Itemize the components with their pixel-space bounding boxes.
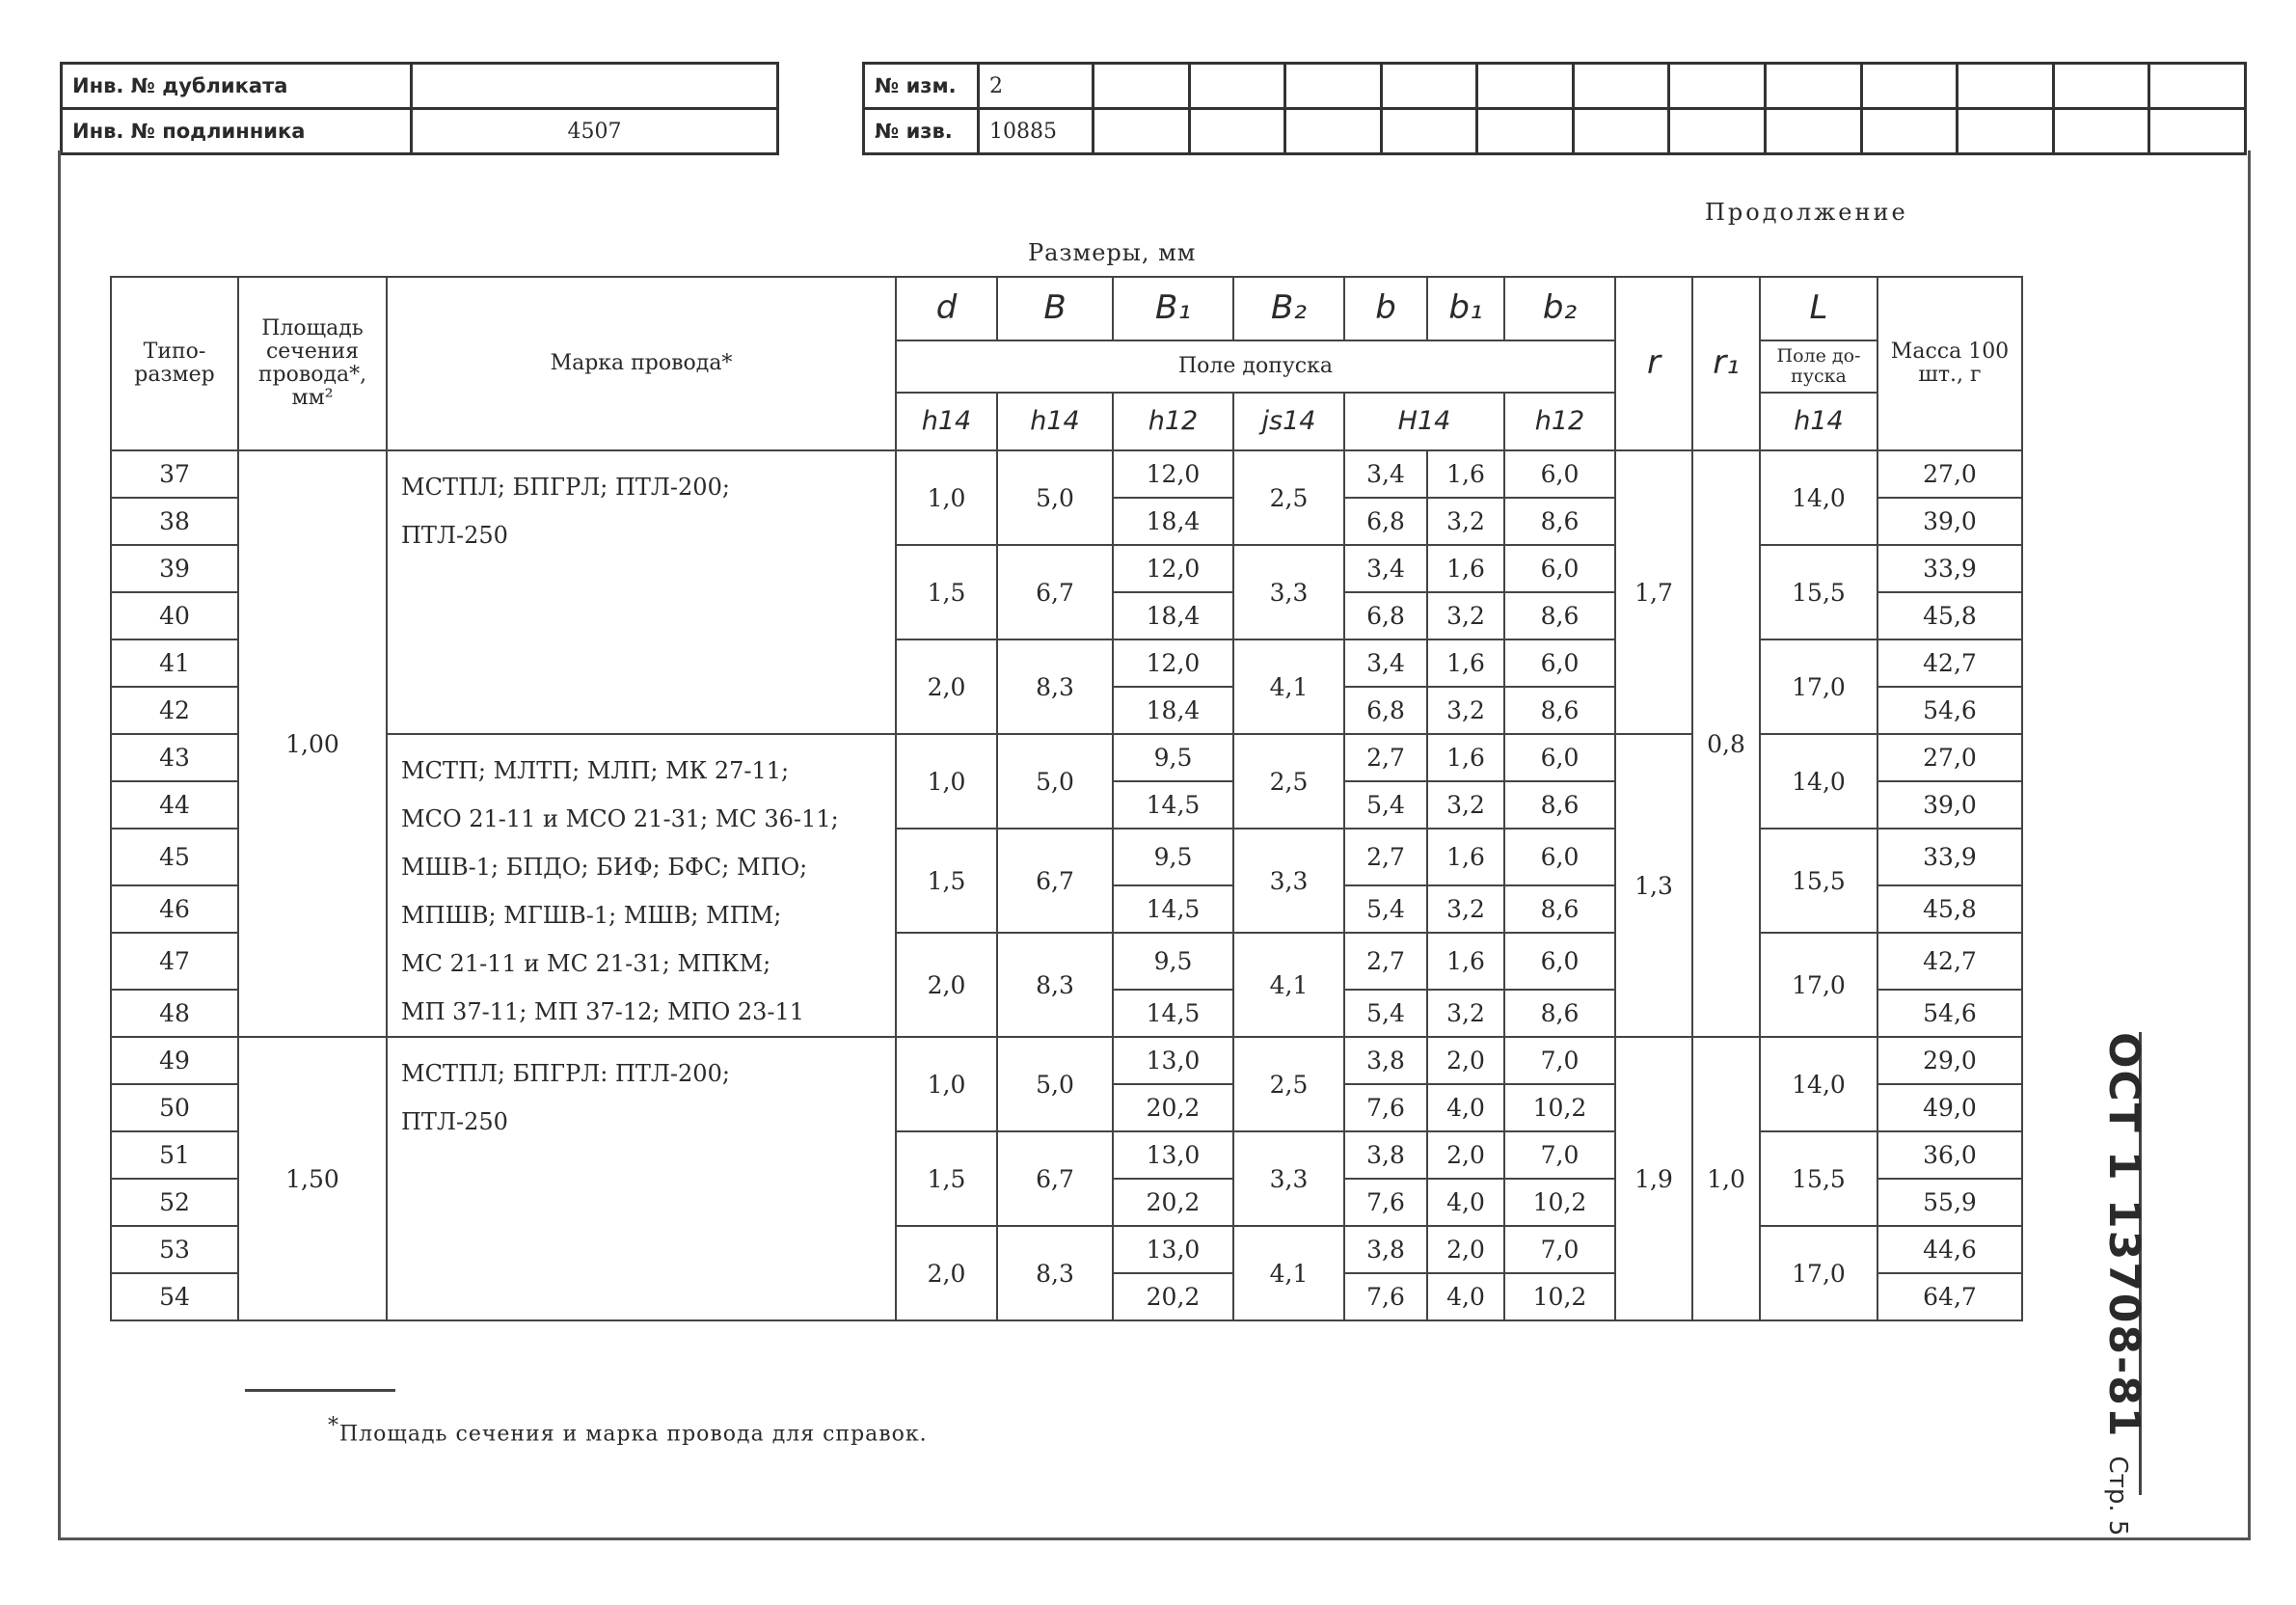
- L-cell: 17,0: [1760, 1226, 1877, 1320]
- size-type-cell: 39: [111, 545, 238, 592]
- B1-cell: 9,5: [1113, 734, 1233, 781]
- L-cell: 14,0: [1760, 734, 1877, 829]
- empty-cell: [1958, 64, 2054, 109]
- b2-cell: 8,6: [1504, 592, 1615, 639]
- b1-cell: 1,6: [1427, 734, 1504, 781]
- mass-cell: 42,7: [1877, 933, 2022, 990]
- b-cell: 2,7: [1344, 734, 1427, 781]
- empty-cell: [1094, 109, 1190, 154]
- brand-line: МСТПЛ; БПГРЛ: ПТЛ-200;: [401, 1060, 730, 1087]
- size-type-cell: 42: [111, 687, 238, 734]
- tol-b-b1: H14: [1344, 393, 1504, 450]
- empty-cell: [1573, 64, 1669, 109]
- r-header: r: [1615, 277, 1692, 450]
- B-cell: 6,7: [997, 1131, 1113, 1226]
- change-header: [862, 62, 2247, 155]
- b-cell: 3,8: [1344, 1131, 1427, 1179]
- tolerance-field-L-header: Поле до- пуска: [1760, 340, 1877, 393]
- mass-cell: 27,0: [1877, 450, 2022, 498]
- b2-cell: 10,2: [1504, 1179, 1615, 1226]
- notice-no-value: 10885: [979, 109, 1094, 154]
- b1-cell: 3,2: [1427, 592, 1504, 639]
- B1-cell: 13,0: [1113, 1037, 1233, 1084]
- B2-cell: 4,1: [1233, 1226, 1344, 1320]
- standard-code: ОСТ 1 13708-81: [2099, 1032, 2148, 1439]
- b-cell: 3,8: [1344, 1226, 1427, 1273]
- tol-B2: js14: [1233, 393, 1344, 450]
- b1-cell: 4,0: [1427, 1179, 1504, 1226]
- empty-cell: [1766, 64, 1862, 109]
- r-cell: 1,3: [1615, 734, 1692, 1037]
- brand-cell: [387, 450, 896, 734]
- mass-cell: 29,0: [1877, 1037, 2022, 1084]
- brand-line: МС 21-11 и МС 21-31; МПКМ;: [401, 950, 771, 977]
- b2-cell: 8,6: [1504, 781, 1615, 829]
- b1-header: b₁: [1427, 277, 1504, 340]
- b-cell: 6,8: [1344, 687, 1427, 734]
- L-cell: 15,5: [1760, 1131, 1877, 1226]
- d-header: d: [896, 277, 997, 340]
- brand-line: ПТЛ-250: [401, 1108, 508, 1135]
- B-cell: 6,7: [997, 545, 1113, 639]
- empty-cell: [1958, 109, 2054, 154]
- mass-header: Масса 100 шт., г: [1877, 277, 2022, 450]
- B-cell: 8,3: [997, 639, 1113, 734]
- B1-cell: 20,2: [1113, 1179, 1233, 1226]
- dup-inv-label: Инв. № дубликата: [62, 64, 412, 109]
- d-cell: 1,0: [896, 734, 997, 829]
- continuation-caption: Продолжение: [1705, 199, 1908, 226]
- B-header: B: [997, 277, 1113, 340]
- B1-cell: 14,5: [1113, 781, 1233, 829]
- d-cell: 2,0: [896, 1226, 997, 1320]
- b-cell: 7,6: [1344, 1273, 1427, 1320]
- mass-cell: 44,6: [1877, 1226, 2022, 1273]
- b-cell: 3,4: [1344, 545, 1427, 592]
- area-cell: 1,00: [238, 450, 387, 1037]
- L-header: L: [1760, 277, 1877, 340]
- brand-line: МСТП; МЛТП; МЛП; МК 27-11;: [401, 757, 790, 784]
- b2-cell: 7,0: [1504, 1226, 1615, 1273]
- empty-cell: [1189, 64, 1285, 109]
- empty-cell: [1669, 64, 1766, 109]
- L-cell: 15,5: [1760, 829, 1877, 933]
- table-body: [111, 450, 2022, 1320]
- B2-cell: 3,3: [1233, 545, 1344, 639]
- b2-cell: 8,6: [1504, 687, 1615, 734]
- b2-cell: 8,6: [1504, 885, 1615, 933]
- empty-cell: [2053, 64, 2149, 109]
- notice-no-label: № изв.: [864, 109, 979, 154]
- mass-cell: 49,0: [1877, 1084, 2022, 1131]
- B1-cell: 13,0: [1113, 1131, 1233, 1179]
- b1-cell: 1,6: [1427, 545, 1504, 592]
- B2-cell: 2,5: [1233, 734, 1344, 829]
- table-row: [111, 450, 2022, 498]
- b2-cell: 7,0: [1504, 1131, 1615, 1179]
- change-no-value: 2: [979, 64, 1094, 109]
- size-type-cell: 38: [111, 498, 238, 545]
- size-type-cell: 52: [111, 1179, 238, 1226]
- empty-cell: [1189, 109, 1285, 154]
- L-cell: 17,0: [1760, 933, 1877, 1037]
- mass-cell: 55,9: [1877, 1179, 2022, 1226]
- brand-line: МСТПЛ; БПГРЛ; ПТЛ-200;: [401, 474, 730, 501]
- empty-cell: [1381, 64, 1477, 109]
- b1-cell: 3,2: [1427, 781, 1504, 829]
- b2-cell: 10,2: [1504, 1084, 1615, 1131]
- empty-cell: [2053, 109, 2149, 154]
- B-cell: 8,3: [997, 1226, 1113, 1320]
- empty-cell: [1285, 64, 1382, 109]
- mass-cell: 36,0: [1877, 1131, 2022, 1179]
- B1-cell: 14,5: [1113, 885, 1233, 933]
- b1-cell: 1,6: [1427, 829, 1504, 885]
- B-cell: 5,0: [997, 734, 1113, 829]
- brand-line: МСО 21-11 и МСО 21-31; МС 36-11;: [401, 805, 839, 832]
- mass-cell: 64,7: [1877, 1273, 2022, 1320]
- b-cell: 3,4: [1344, 450, 1427, 498]
- B2-header: B₂: [1233, 277, 1344, 340]
- empty-cell: [2149, 109, 2246, 154]
- b1-cell: 1,6: [1427, 933, 1504, 990]
- b2-cell: 8,6: [1504, 498, 1615, 545]
- empty-cell: [1285, 109, 1382, 154]
- dimensions-caption: Размеры, мм: [1028, 239, 1197, 266]
- b-cell: 2,7: [1344, 829, 1427, 885]
- size-type-cell: 50: [111, 1084, 238, 1131]
- B2-cell: 2,5: [1233, 1037, 1344, 1131]
- size-type-cell: 40: [111, 592, 238, 639]
- B2-cell: 2,5: [1233, 450, 1344, 545]
- empty-cell: [1669, 109, 1766, 154]
- empty-cell: [1861, 109, 1958, 154]
- B1-cell: 13,0: [1113, 1226, 1233, 1273]
- size-type-cell: 53: [111, 1226, 238, 1273]
- brand-line: МПШВ; МГШВ-1; МШВ; МПМ;: [401, 902, 782, 929]
- B1-cell: 20,2: [1113, 1273, 1233, 1320]
- b2-cell: 6,0: [1504, 829, 1615, 885]
- b-cell: 7,6: [1344, 1179, 1427, 1226]
- change-no-label: № изм.: [864, 64, 979, 109]
- B-cell: 8,3: [997, 933, 1113, 1037]
- brand-cell: [387, 734, 896, 1037]
- b2-header: b₂: [1504, 277, 1615, 340]
- mass-cell: 54,6: [1877, 687, 2022, 734]
- empty-cell: [1477, 64, 1574, 109]
- b1-cell: 1,6: [1427, 639, 1504, 687]
- tol-d: h14: [896, 393, 997, 450]
- b2-cell: 7,0: [1504, 1037, 1615, 1084]
- mass-cell: 39,0: [1877, 781, 2022, 829]
- b-cell: 7,6: [1344, 1084, 1427, 1131]
- b1-cell: 2,0: [1427, 1226, 1504, 1273]
- b1-cell: 4,0: [1427, 1084, 1504, 1131]
- d-cell: 1,0: [896, 450, 997, 545]
- tol-B1: h12: [1113, 393, 1233, 450]
- d-cell: 1,0: [896, 1037, 997, 1131]
- b1-cell: 2,0: [1427, 1131, 1504, 1179]
- tol-b2: h12: [1504, 393, 1615, 450]
- empty-cell: [1861, 64, 1958, 109]
- b-cell: 2,7: [1344, 933, 1427, 990]
- size-type-cell: 41: [111, 639, 238, 687]
- table-row: [111, 1037, 2022, 1084]
- size-type-cell: 46: [111, 885, 238, 933]
- brand-cell: [387, 1037, 896, 1320]
- B1-cell: 18,4: [1113, 687, 1233, 734]
- B2-cell: 3,3: [1233, 1131, 1344, 1226]
- b-cell: 5,4: [1344, 885, 1427, 933]
- B1-cell: 18,4: [1113, 592, 1233, 639]
- size-type-cell: 54: [111, 1273, 238, 1320]
- empty-cell: [1381, 109, 1477, 154]
- b1-cell: 3,2: [1427, 990, 1504, 1037]
- b2-cell: 6,0: [1504, 933, 1615, 990]
- b1-cell: 2,0: [1427, 1037, 1504, 1084]
- empty-cell: [1573, 109, 1669, 154]
- B-cell: 5,0: [997, 450, 1113, 545]
- b2-cell: 6,0: [1504, 545, 1615, 592]
- d-cell: 1,5: [896, 545, 997, 639]
- b2-cell: 10,2: [1504, 1273, 1615, 1320]
- size-type-cell: 43: [111, 734, 238, 781]
- page-number: Стр. 5: [2103, 1455, 2132, 1537]
- L-cell: 15,5: [1760, 545, 1877, 639]
- brand-header: Марка провода*: [387, 277, 896, 450]
- B1-cell: 20,2: [1113, 1084, 1233, 1131]
- size-type-cell: 49: [111, 1037, 238, 1084]
- B1-cell: 12,0: [1113, 639, 1233, 687]
- r1-cell: 0,8: [1692, 450, 1760, 1037]
- d-cell: 1,5: [896, 829, 997, 933]
- B1-cell: 14,5: [1113, 990, 1233, 1037]
- size-type-cell: 51: [111, 1131, 238, 1179]
- L-cell: 17,0: [1760, 639, 1877, 734]
- b2-cell: 6,0: [1504, 734, 1615, 781]
- empty-cell: [1094, 64, 1190, 109]
- brand-line: ПТЛ-250: [401, 522, 508, 549]
- empty-cell: [2149, 64, 2246, 109]
- standard-designation: [2099, 1032, 2148, 1536]
- b2-cell: 6,0: [1504, 450, 1615, 498]
- B-cell: 6,7: [997, 829, 1113, 933]
- b2-cell: 6,0: [1504, 639, 1615, 687]
- r-cell: 1,9: [1615, 1037, 1692, 1320]
- d-cell: 2,0: [896, 933, 997, 1037]
- b-cell: 5,4: [1344, 990, 1427, 1037]
- size-type-header: Типо- размер: [111, 277, 238, 450]
- mass-cell: 33,9: [1877, 545, 2022, 592]
- mass-cell: 33,9: [1877, 829, 2022, 885]
- brand-line: МП 37-11; МП 37-12; МПО 23-11: [401, 998, 805, 1025]
- B1-cell: 9,5: [1113, 829, 1233, 885]
- B2-cell: 4,1: [1233, 933, 1344, 1037]
- mass-cell: 45,8: [1877, 885, 2022, 933]
- b1-cell: 4,0: [1427, 1273, 1504, 1320]
- tol-L: h14: [1760, 393, 1877, 450]
- d-cell: 1,5: [896, 1131, 997, 1226]
- dimensions-table: [110, 276, 2023, 1321]
- b2-cell: 8,6: [1504, 990, 1615, 1037]
- B2-cell: 4,1: [1233, 639, 1344, 734]
- b1-cell: 1,6: [1427, 450, 1504, 498]
- tolerance-field-header: Поле допуска: [896, 340, 1615, 393]
- footnote-text: Площадь сечения и марка провода для справок.: [339, 1422, 928, 1447]
- B1-header: B₁: [1113, 277, 1233, 340]
- tol-B: h14: [997, 393, 1113, 450]
- b1-cell: 3,2: [1427, 687, 1504, 734]
- B2-cell: 3,3: [1233, 829, 1344, 933]
- r1-cell: 1,0: [1692, 1037, 1760, 1320]
- L-cell: 14,0: [1760, 450, 1877, 545]
- inventory-header: [60, 62, 779, 155]
- mass-cell: 45,8: [1877, 592, 2022, 639]
- orig-inv-label: Инв. № подлинника: [62, 109, 412, 154]
- B1-cell: 12,0: [1113, 545, 1233, 592]
- footnote-rule: [245, 1389, 395, 1392]
- mass-cell: 39,0: [1877, 498, 2022, 545]
- mass-cell: 42,7: [1877, 639, 2022, 687]
- L-cell: 14,0: [1760, 1037, 1877, 1131]
- B1-cell: 12,0: [1113, 450, 1233, 498]
- empty-cell: [1477, 109, 1574, 154]
- brand-line: МШВ-1; БПДО; БИФ; БФС; МПО;: [401, 854, 808, 881]
- b1-cell: 3,2: [1427, 498, 1504, 545]
- area-header: Площадь сечения провода*, мм²: [238, 277, 387, 450]
- b-cell: 3,8: [1344, 1037, 1427, 1084]
- area-cell: 1,50: [238, 1037, 387, 1320]
- mass-cell: 54,6: [1877, 990, 2022, 1037]
- size-type-cell: 44: [111, 781, 238, 829]
- B1-cell: 18,4: [1113, 498, 1233, 545]
- b-cell: 5,4: [1344, 781, 1427, 829]
- empty-cell: [1766, 109, 1862, 154]
- dup-inv-value: [412, 64, 778, 109]
- B-cell: 5,0: [997, 1037, 1113, 1131]
- b1-cell: 3,2: [1427, 885, 1504, 933]
- d-cell: 2,0: [896, 639, 997, 734]
- b-cell: 6,8: [1344, 498, 1427, 545]
- b-header: b: [1344, 277, 1427, 340]
- b-cell: 3,4: [1344, 639, 1427, 687]
- b-cell: 6,8: [1344, 592, 1427, 639]
- footnote: [328, 1414, 928, 1446]
- orig-inv-value: 4507: [412, 109, 778, 154]
- mass-cell: 27,0: [1877, 734, 2022, 781]
- size-type-cell: 48: [111, 990, 238, 1037]
- designation-block: [2091, 1032, 2206, 1537]
- size-type-cell: 37: [111, 450, 238, 498]
- r-cell: 1,7: [1615, 450, 1692, 734]
- size-type-cell: 47: [111, 933, 238, 990]
- size-type-cell: 45: [111, 829, 238, 885]
- B1-cell: 9,5: [1113, 933, 1233, 990]
- r1-header: r₁: [1692, 277, 1760, 450]
- footnote-mark: *: [328, 1414, 339, 1438]
